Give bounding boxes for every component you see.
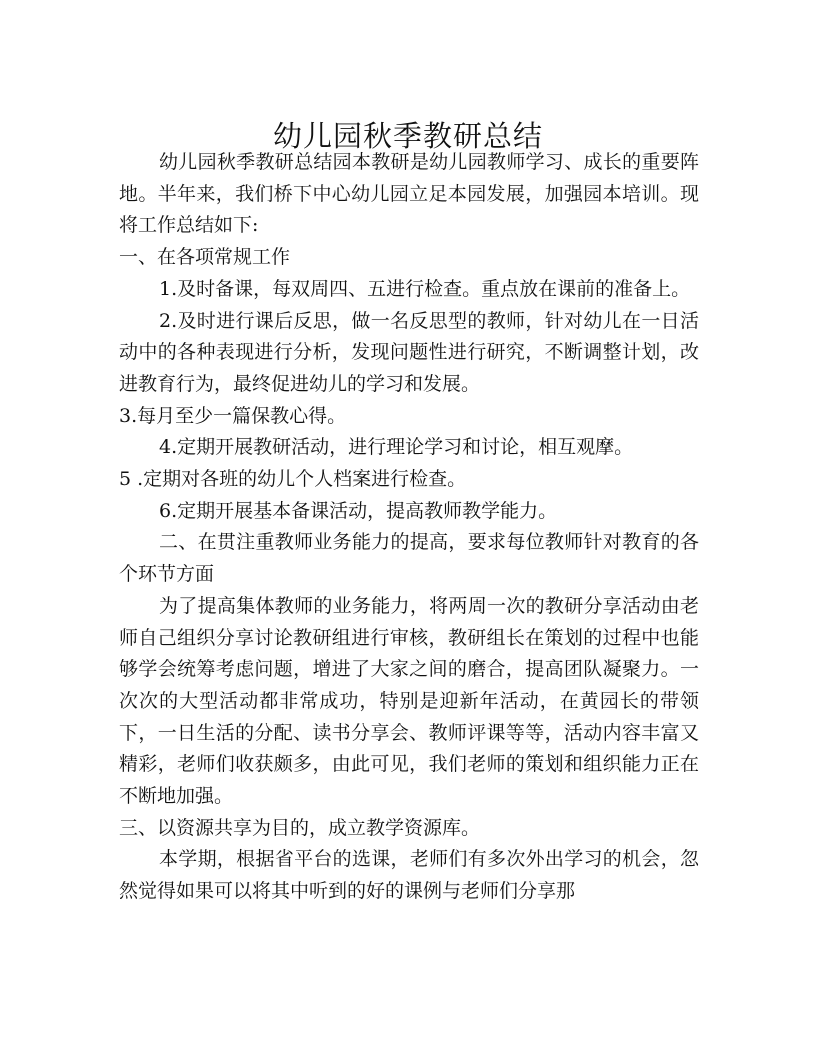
document-body [119,147,699,908]
list-item-1: 1.及时备课，每双周四、五进行检查。重点放在课前的准备上。 [159,277,691,300]
list-item-3: 3.每月至少一篇保教心得。 [119,404,347,427]
list-item-2: 2.及时进行课后反思，做一名反思型的教师，针对幼儿在一日活动中的各种表现进行分析，发现问题性进行研究，不断调整计划，改进教育行为，最终促进幼儿的学习和发展。 [119,309,699,395]
list-item-4: 4.定期开展教研活动，进行理论学习和讨论，相互观摩。 [159,436,634,459]
list-item-6: 6.定期开展基本备课活动，提高教师教学能力。 [159,499,558,522]
paragraph-section-3: 本学期，根据省平台的选课，老师们有多次外出学习的机会，忽然觉得如果可以将其中听到的好的课例与老师们分享那 [119,848,699,903]
list-item-5: 5 .定期对各班的幼儿个人档案进行检查。 [119,468,467,491]
paragraph-intro: 幼儿园秋季教研总结园本教研是幼儿园教师学习、成长的重要阵地。半年来，我们桥下中心幼儿园立足本园发展，加强园本培训。现将工作总结如下: [119,151,699,237]
paragraph-section-2: 为了提高集体教师的业务能力，将两周一次的教研分享活动由老师自己组织分享讨论教研组进行审核，教研组长在策划的过程中也能够学会统筹考虑问题，增进了大家之间的磨合，提高团队凝聚力。一次次的大型活动都非常成功，特别是迎新年活动，在黄园长的带领下，一日生活的分配、读书分享会、教师评课等等，活动内容丰富又精彩，老师们收获颇多，由此可见，我们老师的策划和组织能力正在不断地加强。 [119,594,699,808]
document-title: 幼儿园秋季教研总结 [272,119,543,154]
section-heading-2: 二、在贯注重教师业务能力的提高，要求每位教师针对教育的各个环节方面 [119,531,699,586]
section-heading-3: 三、以资源共享为目的，成立教学资源库。 [119,816,481,839]
section-heading-1: 一、在各项常规工作 [119,246,291,269]
